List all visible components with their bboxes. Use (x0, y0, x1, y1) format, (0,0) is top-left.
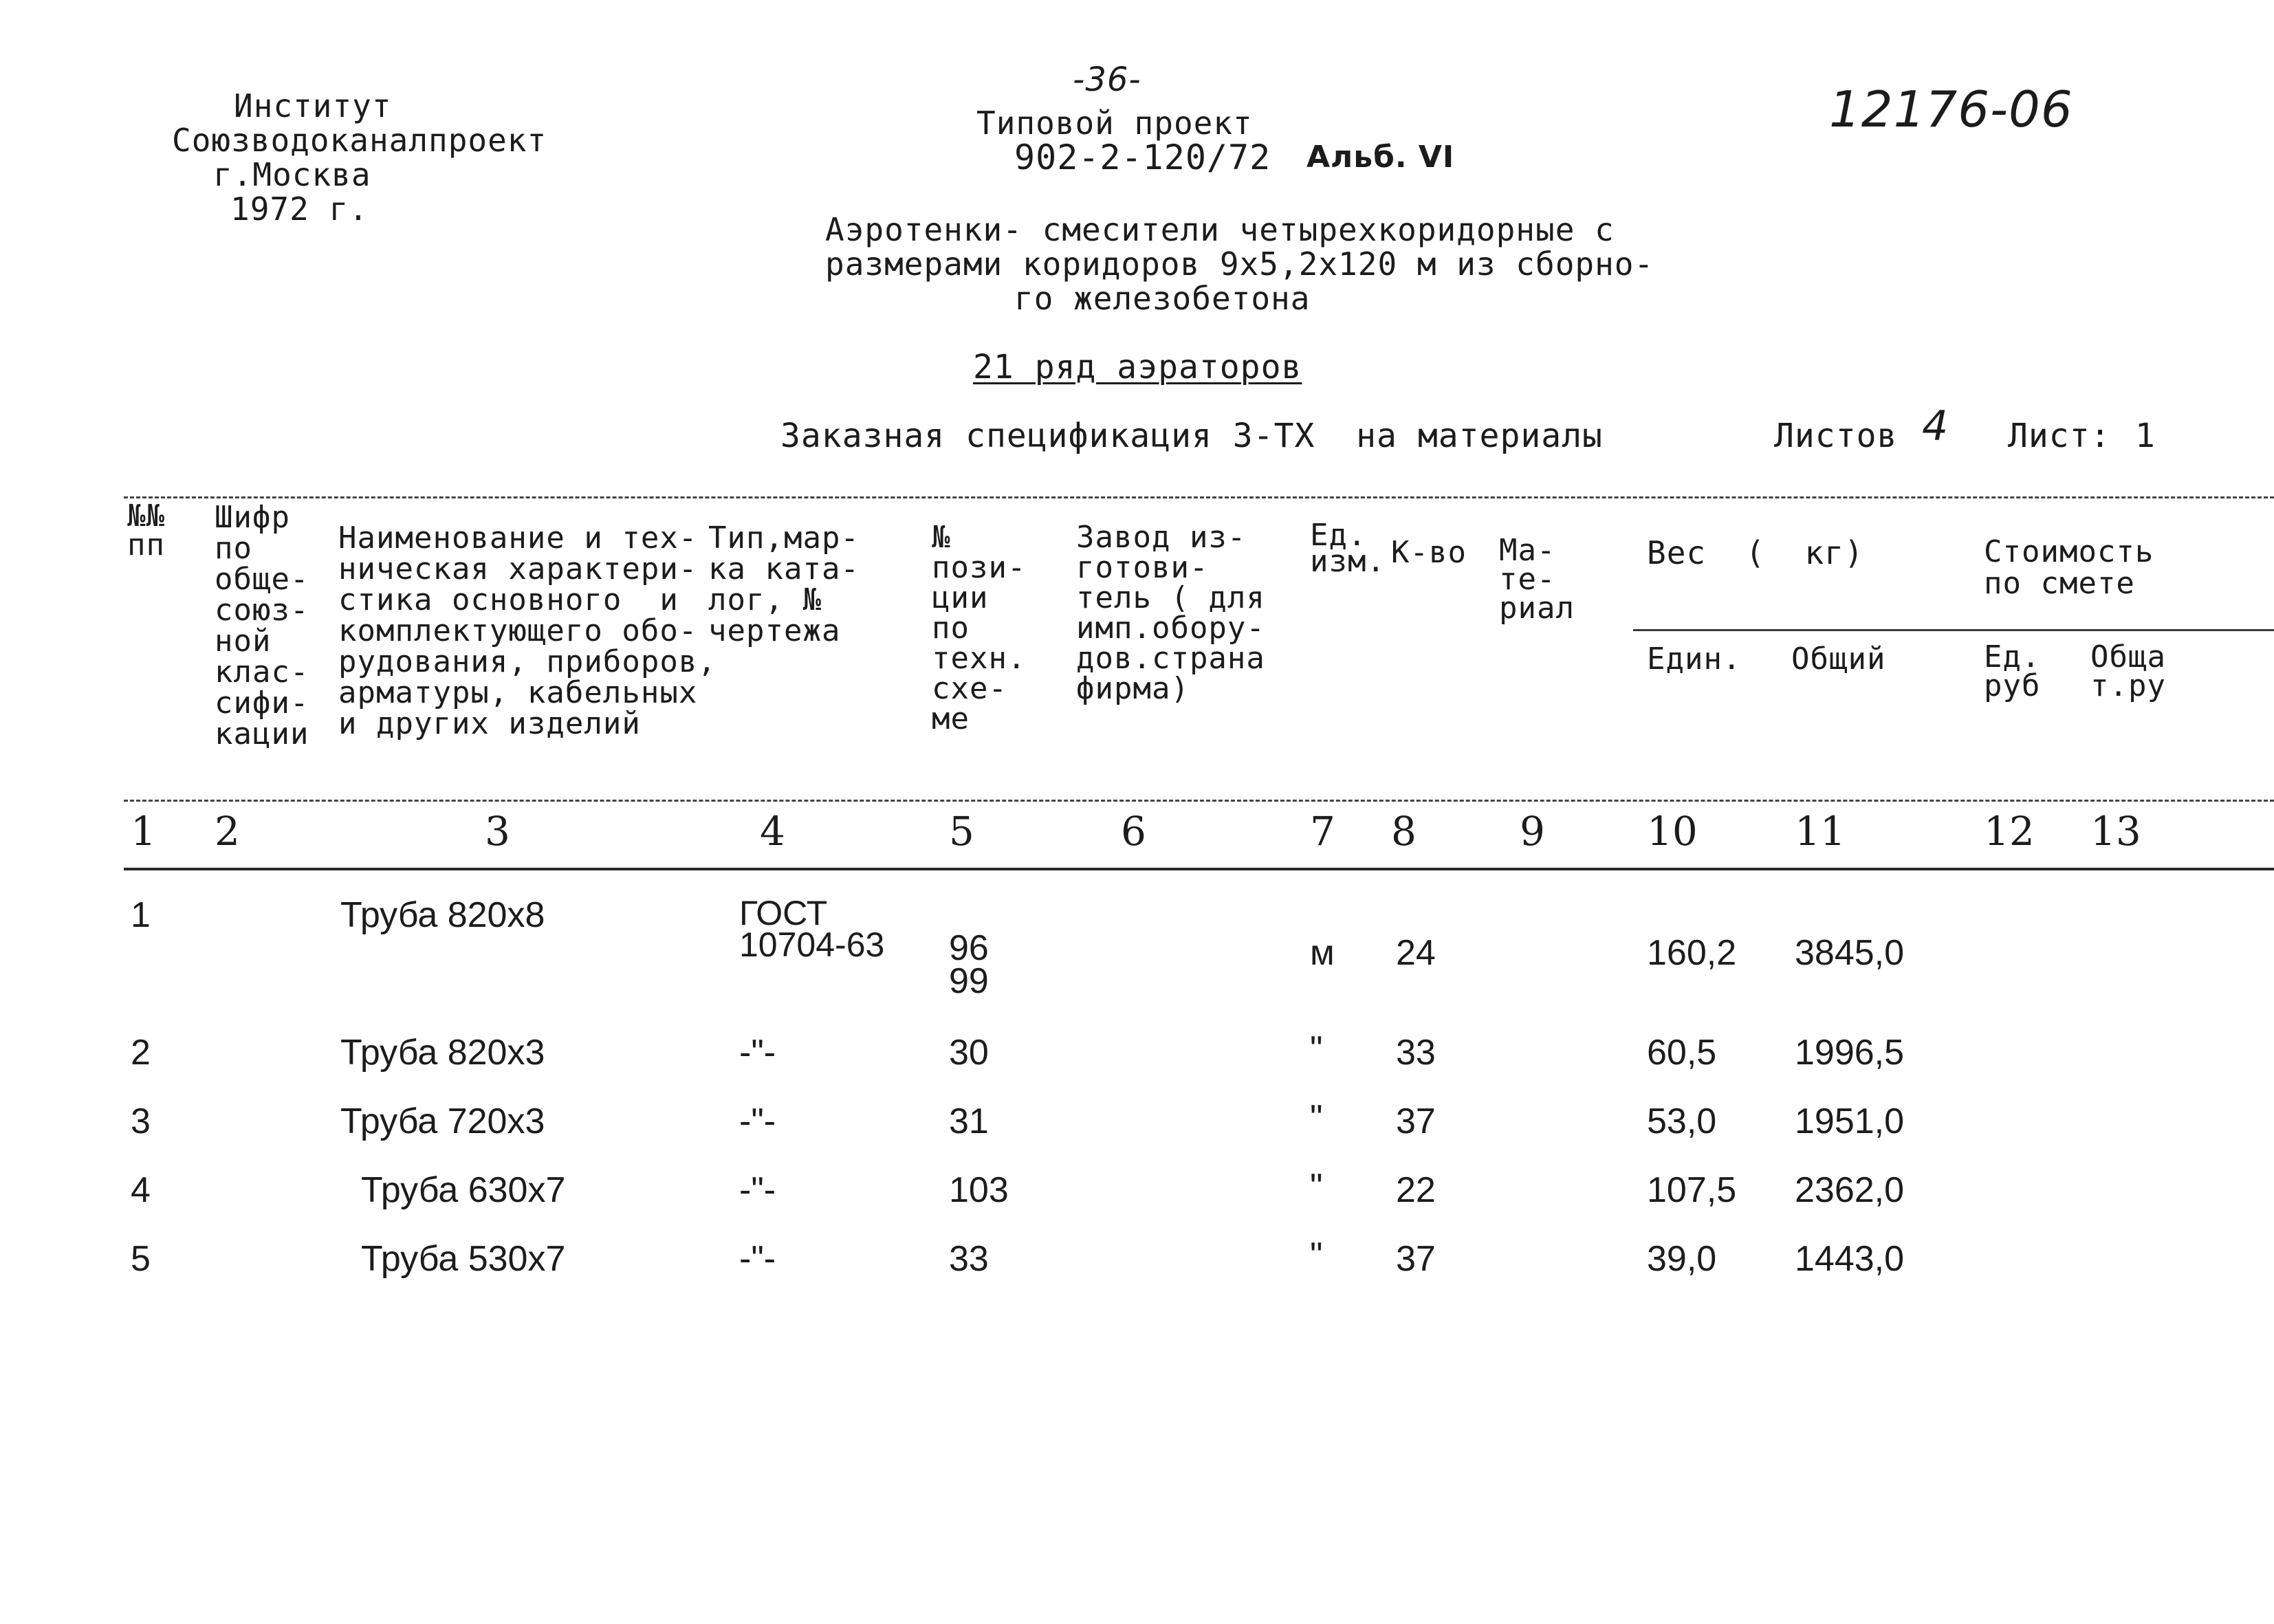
handwritten-code: 12176-06 (1829, 80, 2073, 138)
table-row-quantity: 37 (1396, 1239, 1436, 1279)
sheets-label: Листов (1774, 417, 1898, 455)
title-line-3: го железобетона (1014, 280, 1311, 317)
table-row-position: 31 (949, 1101, 989, 1141)
table-row-weight-total: 1443,0 (1795, 1239, 1905, 1279)
table-row-weight-unit: 60,5 (1647, 1033, 1717, 1073)
page-mark: -36- (1073, 61, 1141, 99)
table-row-position: 30 (949, 1033, 989, 1073)
table-row-weight-unit: 39,0 (1647, 1239, 1717, 1279)
table-row-position: 96 99 (949, 928, 989, 1001)
project-number: 902-2-120/72 (1014, 138, 1271, 177)
col-header-classification: Шифр по обще- союз- ной клас- сифи- кации (215, 500, 309, 751)
col-header-weight-unit: Един. (1647, 641, 1742, 677)
table-row-type: -"- (739, 1170, 776, 1210)
sheets-value: 4 (1922, 402, 1949, 450)
col-number: 5 (949, 808, 974, 855)
table-row-name: Труба 720х3 (340, 1101, 545, 1141)
col-header-position: № пози- ции по техн. схе- ме (932, 520, 1027, 736)
table-row-type: -"- (739, 1033, 776, 1073)
table-row-weight-total: 3845,0 (1795, 933, 1905, 973)
table-row-unit: " (1310, 1167, 1323, 1207)
spec-title: Заказная спецификация 3-ТХ на материалы (780, 417, 1603, 455)
table-row-quantity: 22 (1396, 1170, 1436, 1210)
col-header-weight-total: Общий (1791, 641, 1886, 677)
table-row-number: 1 (131, 895, 151, 935)
col-number: 7 (1310, 808, 1335, 855)
table-row-unit: " (1310, 1098, 1323, 1138)
institute-line-1: Институт (234, 87, 392, 124)
sheet-value: 1 (2135, 417, 2156, 455)
col-header-cost-unit: Ед. руб (1984, 639, 2041, 703)
col-header-manufacturer: Завод из- готови- тель ( для имп.обору- дов.страна фирма) (1076, 520, 1265, 706)
col-header-number: №№ пп (127, 498, 165, 562)
weight-cost-split-rule (1633, 629, 2274, 631)
col-header-type: Тип,мар- ка ката- лог, № чертежа (708, 520, 860, 648)
table-row-quantity: 33 (1396, 1033, 1436, 1073)
subtitle: 21 ряд аэраторов (973, 348, 1302, 386)
table-row-weight-unit: 160,2 (1647, 933, 1737, 973)
col-number: 12 (1984, 808, 2035, 855)
table-row-weight-unit: 53,0 (1647, 1101, 1717, 1141)
col-header-name: Наименование и тех- ническая характери- стика основного и комплектующего обо- рудования, приборов, арматуры, кабельных и других изделий (338, 520, 717, 741)
table-row-weight-total: 1951,0 (1795, 1101, 1905, 1141)
table-row-number: 2 (131, 1033, 151, 1073)
table-row-name: Труба 820х3 (340, 1033, 545, 1073)
table-row-type: -"- (739, 1239, 776, 1279)
table-row-name: Труба 530х7 (361, 1239, 566, 1279)
table-row-weight-total: 2362,0 (1795, 1170, 1905, 1210)
table-top-rule (124, 496, 2274, 498)
col-header-quantity: К-во (1391, 535, 1467, 570)
table-row-quantity: 24 (1396, 933, 1436, 973)
col-number: 1 (131, 808, 156, 855)
title-line-1: Аэротенки- смесители четырехкоридорные с (825, 211, 1615, 248)
table-row-number: 5 (131, 1239, 151, 1279)
table-row-position: 103 (949, 1170, 1009, 1210)
sheet-label: Лист: (2008, 417, 2111, 455)
col-number: 4 (760, 808, 785, 855)
col-header-weight: Вес ( кг) (1647, 534, 1864, 571)
institute-line-4: 1972 г. (230, 190, 369, 228)
col-number: 2 (215, 808, 240, 855)
table-row-unit: " (1310, 1236, 1323, 1275)
col-number: 13 (2090, 808, 2141, 855)
table-row-name: Труба 820х8 (340, 895, 545, 935)
institute-line-3: г.Москва (213, 156, 371, 193)
table-row-number: 3 (131, 1101, 151, 1141)
col-number: 6 (1121, 808, 1146, 855)
table-row-weight-unit: 107,5 (1647, 1170, 1737, 1210)
table-row-number: 4 (131, 1170, 151, 1210)
col-number: 9 (1520, 808, 1545, 855)
project-label: Типовой проект (976, 105, 1253, 142)
table-row-unit: " (1310, 1029, 1323, 1069)
col-header-cost-total: Обща т.ру (2090, 639, 2166, 703)
header-bottom-rule (124, 800, 2274, 802)
col-header-cost: Стоимость по смете (1984, 534, 2154, 601)
table-row-quantity: 37 (1396, 1101, 1436, 1141)
table-row-unit: м (1310, 933, 1335, 973)
column-numbers-rule (124, 868, 2274, 870)
col-header-material: Ма- те- риал (1499, 533, 1575, 626)
table-row-name: Труба 630х7 (361, 1170, 566, 1210)
album-mark: Альб. VI (1307, 140, 1455, 175)
col-number: 8 (1391, 808, 1417, 855)
col-header-unit: Ед. изм. (1310, 518, 1386, 579)
institute-line-2: Союзводоканалпроект (172, 122, 547, 159)
col-number: 11 (1795, 808, 1846, 855)
col-number: 10 (1647, 808, 1698, 855)
table-row-position: 33 (949, 1239, 989, 1279)
table-row-type: -"- (739, 1101, 776, 1141)
col-number: 3 (485, 808, 510, 855)
title-line-2: размерами коридоров 9х5,2х120 м из сборно- (825, 245, 1654, 283)
table-row-weight-total: 1996,5 (1795, 1033, 1905, 1073)
table-row-type: ГОСТ 10704-63 (739, 894, 885, 964)
